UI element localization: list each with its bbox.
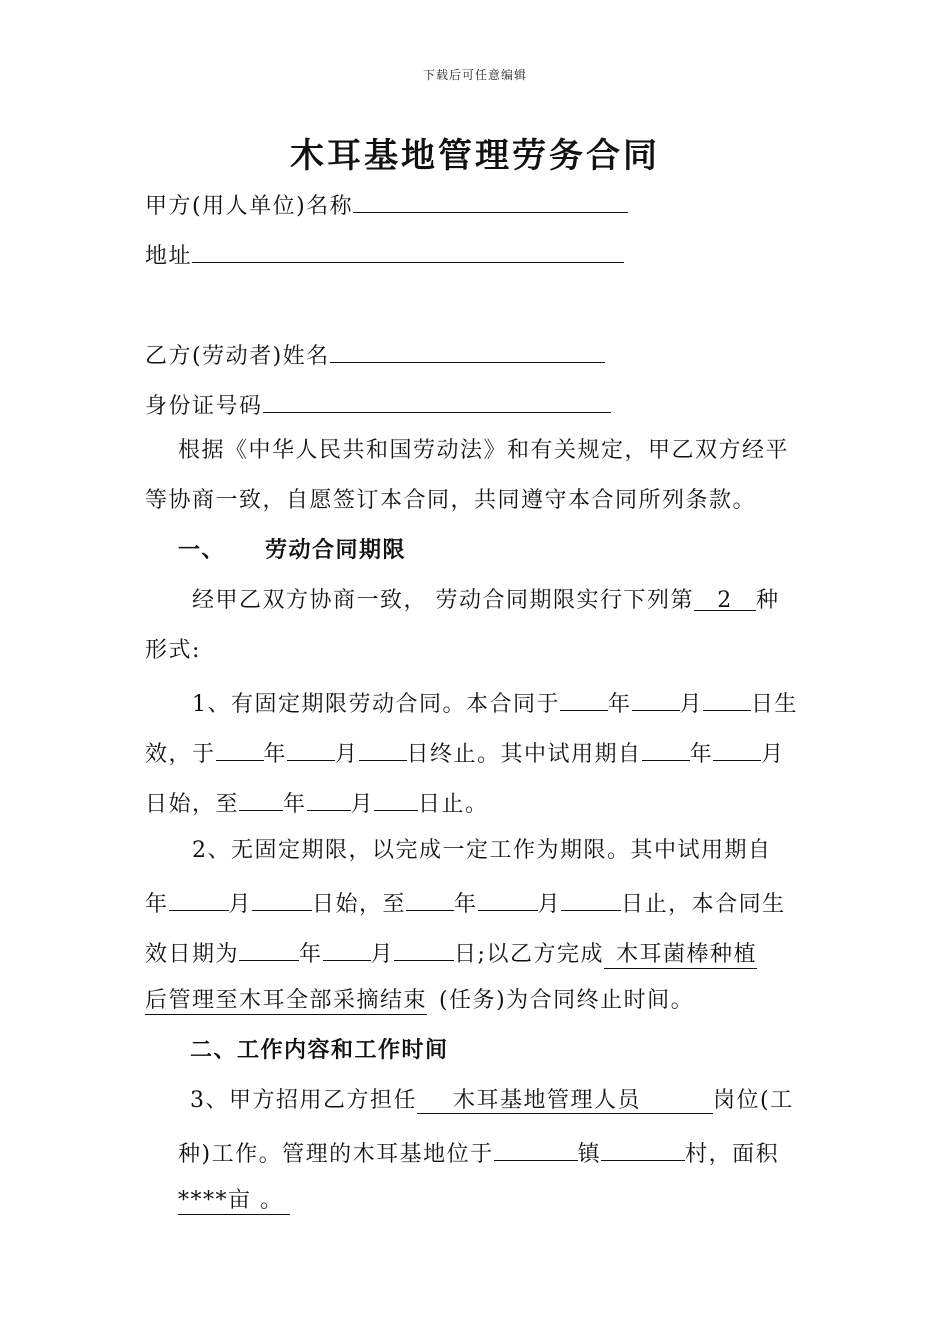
end-year-blank — [216, 736, 264, 761]
month-unit: 月 — [350, 792, 375, 817]
month-unit: 月 — [761, 742, 785, 767]
header-note: 下载后可任意编辑 — [422, 68, 527, 82]
end-day-blank — [359, 736, 407, 761]
end-month-blank — [287, 736, 335, 761]
party-a-address-blank — [192, 238, 624, 263]
party-b-id-label: 身份证号码 — [145, 394, 263, 419]
section-2-heading: 二、工作内容和工作时间 — [190, 1038, 449, 1063]
party-b-id-blank — [263, 388, 611, 413]
item-1-text-d: 日终止。其中试用期自 — [406, 742, 642, 767]
town-blank — [494, 1136, 578, 1161]
party-b-name-label: 乙方(劳动者)姓名 — [145, 344, 330, 369]
year-unit: 年 — [145, 892, 169, 917]
effective-month-blank — [323, 936, 371, 961]
village-blank — [601, 1136, 685, 1161]
item-1-text-b: 日生 — [751, 692, 799, 717]
month-unit: 月 — [679, 692, 704, 717]
party-a-name-blank — [353, 188, 628, 213]
probation-end-month-blank — [478, 886, 538, 911]
item-3-text-b: 岗位(工 — [713, 1088, 794, 1113]
party-a-address-line — [145, 238, 624, 272]
party-a-name-line — [145, 188, 628, 222]
effective-day-blank — [394, 936, 454, 961]
item-1-text-c: 效，于 — [145, 742, 216, 767]
item-1-text-e: 日始，至 — [145, 792, 240, 817]
probation-end-day-blank — [374, 786, 418, 811]
intro-line-1: 根据《中华人民共和国劳动法》和有关规定，甲乙双方经平 — [178, 438, 790, 463]
document-title: 木耳基地管理劳务合同 — [290, 136, 660, 176]
item-2-text-b: 日始，至 — [312, 892, 407, 917]
probation-start-year-blank — [642, 736, 690, 761]
month-unit: 月 — [537, 892, 562, 917]
term-form-text: 经甲乙双方协商一致， 劳动合同期限实行下列第 — [192, 588, 694, 613]
year-unit: 年 — [263, 742, 288, 767]
job-position: 木耳基地管理人员 — [417, 1088, 713, 1114]
start-day-blank — [703, 686, 751, 711]
start-year-blank — [560, 686, 608, 711]
term-form-line — [192, 586, 780, 616]
probation-month-blank — [169, 886, 229, 911]
party-b-name-blank — [330, 338, 605, 363]
item-2-text-f: (任务)为合同终止时间。 — [439, 988, 695, 1013]
month-unit: 月 — [228, 892, 253, 917]
item-3-line-3 — [178, 1186, 290, 1216]
item-3-text-c: 种)工作。管理的木耳基地位于 — [178, 1142, 494, 1167]
town-unit: 镇 — [577, 1142, 602, 1167]
month-unit: 月 — [370, 942, 395, 967]
section-1-heading — [178, 536, 406, 566]
item-2-text-c: 日止，本合同生 — [621, 892, 786, 917]
item-2-text-e: 日;以乙方完成 — [454, 942, 604, 967]
section-1-number: 一、 — [178, 538, 226, 563]
section-1-title: 劳动合同期限 — [265, 538, 407, 563]
term-form-value — [694, 586, 756, 611]
year-unit: 年 — [608, 692, 632, 717]
month-unit: 月 — [335, 742, 359, 767]
party-a-name-label: 甲方(用人单位)名称 — [145, 194, 354, 219]
item-2-line-1: 2、无固定期限，以完成一定工作为期限。其中试用期自 — [192, 838, 772, 863]
item-3-text-d: 村，面积 — [685, 1142, 780, 1167]
party-a-address-label: 地址 — [145, 244, 193, 269]
item-1-text-a: 1、有固定期限劳动合同。本合同于 — [192, 692, 560, 717]
year-unit: 年 — [283, 792, 307, 817]
term-form-suffix: 种 — [756, 588, 780, 613]
party-b-id-line — [145, 388, 611, 422]
year-unit: 年 — [299, 942, 323, 967]
item-3-line-1 — [190, 1086, 794, 1116]
base-area: ****亩 。 — [178, 1188, 290, 1215]
start-month-blank — [632, 686, 680, 711]
task-description-part-2: 后管理至木耳全部采摘结束 — [145, 988, 428, 1013]
term-form-number: 2 — [717, 588, 733, 613]
term-form-line-2: 形式: — [145, 638, 201, 663]
item-1-line-2 — [145, 736, 785, 770]
year-unit: 年 — [689, 742, 714, 767]
probation-end-year-blank — [406, 886, 454, 911]
effective-year-blank — [239, 936, 299, 961]
probation-day-blank — [252, 886, 312, 911]
item-3-line-2 — [178, 1136, 779, 1170]
probation-end-year-blank — [239, 786, 283, 811]
probation-start-month-blank — [713, 736, 761, 761]
item-1-line-3 — [145, 786, 489, 820]
item-1-line-1 — [192, 686, 798, 720]
item-3-text-a: 3、甲方招用乙方担任 — [190, 1088, 417, 1113]
task-description-part-1: 木耳菌棒种植 — [604, 942, 757, 969]
party-b-name-line — [145, 338, 605, 372]
year-unit: 年 — [454, 892, 478, 917]
item-1-text-f: 日止。 — [418, 792, 489, 817]
item-2-line-2 — [145, 886, 786, 920]
intro-line-2: 等协商一致，自愿签订本合同，共同遵守本合同所列条款。 — [145, 488, 757, 513]
item-2-line-4 — [145, 986, 694, 1016]
item-2-line-3 — [145, 936, 757, 970]
probation-end-month-blank — [307, 786, 351, 811]
item-2-text-d: 效日期为 — [145, 942, 240, 967]
probation-end-day-blank — [561, 886, 621, 911]
